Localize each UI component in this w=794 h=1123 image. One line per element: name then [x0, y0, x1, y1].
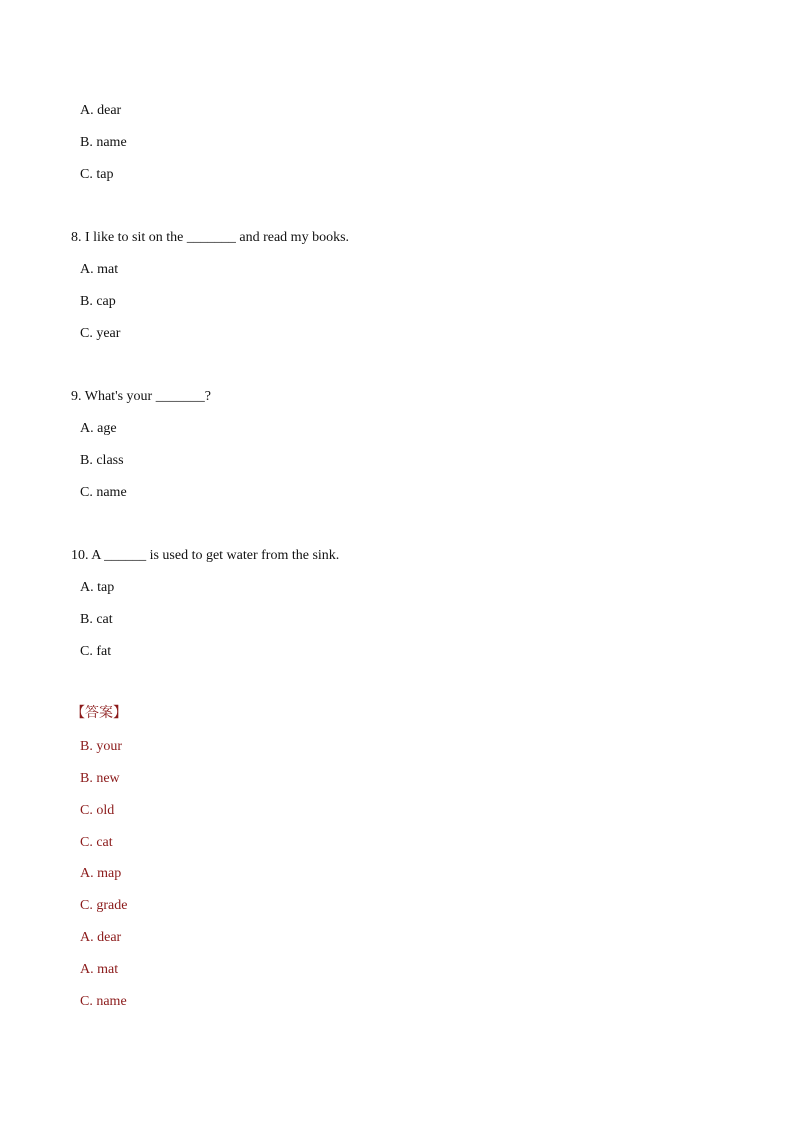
q8-option-a: A. mat — [80, 262, 119, 277]
q9-option-b: B. class — [80, 453, 124, 468]
answer-item: A. map — [80, 866, 122, 881]
question-9: 9. What's your _______? — [71, 389, 211, 404]
q10-option-b: B. cat — [80, 612, 113, 627]
question-10: 10. A ______ is used to get water from the sink. — [71, 548, 340, 563]
answer-item: B. your — [80, 739, 122, 754]
answer-item: C. name — [80, 994, 127, 1009]
question-8: 8. I like to sit on the _______ and read my books. — [71, 230, 350, 245]
answer-heading: 【答案】 — [71, 706, 127, 721]
answer-item: A. mat — [80, 962, 119, 977]
answer-item: C. cat — [80, 835, 113, 850]
q10-option-c: C. fat — [80, 644, 112, 659]
q7-option-a: A. dear — [80, 103, 122, 118]
answer-item: A. dear — [80, 930, 122, 945]
answer-item: C. grade — [80, 898, 128, 913]
answer-item: B. new — [80, 771, 120, 786]
q9-option-a: A. age — [80, 421, 117, 436]
q7-option-c: C. tap — [80, 167, 114, 182]
q8-option-c: C. year — [80, 326, 121, 341]
q7-option-b: B. name — [80, 135, 127, 150]
q9-option-c: C. name — [80, 485, 127, 500]
q8-option-b: B. cap — [80, 294, 116, 309]
q10-option-a: A. tap — [80, 580, 115, 595]
answer-item: C. old — [80, 803, 115, 818]
